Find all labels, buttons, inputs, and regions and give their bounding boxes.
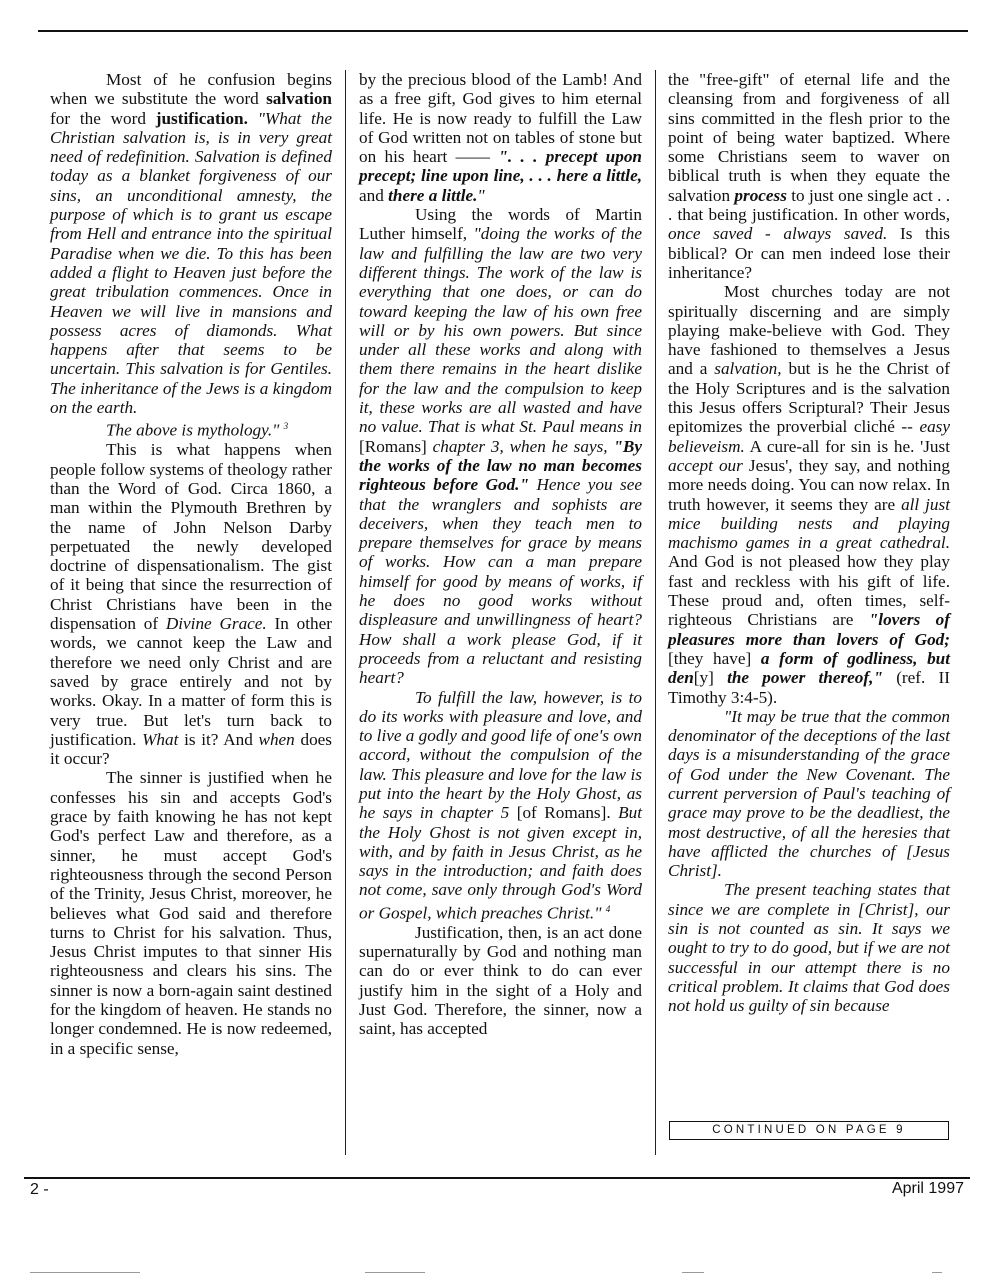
scan-artifact (30, 1272, 140, 1273)
text-run: But the Holy Ghost is not given except in, with, and by faith in Jesus Christ, as he says in the introduction; and faith does not come, save only through God's Word or Gospel, which preaches Christ." (359, 803, 642, 923)
paragraph (668, 70, 950, 282)
paragraph (359, 70, 642, 205)
text-run: A cure-all for sin is he. 'Just (744, 436, 950, 456)
text-run: To fulfill the law, however, is to do its works with pleasure and love, and to live a godly and good life of one's own accord, without the compulsion of the law. This pleasure and love for the law is put into the heart by the Holy Ghost, as he says in chapter 5 (359, 687, 642, 823)
column-1 (50, 70, 332, 1058)
text-run: " (477, 185, 485, 205)
text-run: The above is mythology." (106, 421, 284, 441)
text-run: Justification, then, is an act done supernaturally by God and nothing man can do or ever think to do can ever justify him in the sight of a Holy and Just God. Therefore, the sinner, now a saint, has accepted (359, 922, 642, 1039)
text-run: to just one single act . . . that being justification. In other words, (668, 185, 951, 225)
column-3 (668, 70, 950, 1016)
text-run: [they have] (668, 648, 761, 668)
continued-on-page-box: CONTINUED ON PAGE 9 (669, 1121, 949, 1140)
text-run: justification. (155, 108, 248, 128)
text-run: "By the works of the law no man becomes righteous before God." (359, 436, 642, 495)
text-run: when (258, 729, 295, 749)
text-run: Jesus', they say, and nothing more needs doing. You can now relax. In truth however, it seems they are (668, 455, 950, 514)
text-run: the "free-gift" of eternal life and the cleansing from and forgiveness of all sins committed in the flesh prior to the point of being water baptized. Where some Christians seem to waver on biblical truth is when they equate the salvation (668, 70, 950, 205)
text-run: all just mice building nests and playing machismo games in a great cathedral. (668, 494, 950, 553)
paragraph (359, 923, 642, 1039)
text-run: The sinner is justified when he confesses his sin and accepts God's grace by faith knowing he has not kept God's perfect Law and therefore, as a sinner, he must accept God's righteousness through the second Person of the Trinity, Jesus Christ, moreover, he believes what God said and therefore turns to Christ for his salvation. Thus, Jesus Christ imputes to that sinner His righteousness and clears his sins. The sinner is now a born-again saint destined for the kingdom of heaven. He stands no longer condemned. He is now redeemed, in a specific sense, (50, 768, 332, 1058)
text-run: there a little. (388, 185, 478, 205)
issue-date: April 1997 (891, 1180, 964, 1197)
text-run: process (734, 185, 787, 205)
text-run: And God is not pleased how they play fast and reckless with his gift of life. These proud and, often times, self-righteous Christians are (668, 552, 950, 630)
text-run: does it occur? (50, 729, 332, 769)
text-run: "What the Christian salvation is, is in very great need of redefinition. Salvation is defined today as a blanket forgiveness of our sins, an unconditional amnesty, the purpose of which is to grant us escape from Hell and entrance into the spiritual Paradise when we die. To this has been added a flight to Heaven just before the great tribulation commences. Once in Heaven we will live in mansions and possess acres of diamonds. What happens after that seems to be uncertain. This salvation is for Gentiles. The inheritance of the Jews is a kingdom on the earth. (50, 108, 332, 418)
text-run: and (359, 185, 389, 205)
paragraph (359, 205, 642, 687)
text-run: 4 (605, 903, 611, 914)
text-run: Divine Grace. (165, 614, 267, 634)
text-run: salvation (266, 89, 332, 109)
text-run: This is what happens when people follow systems of theology rather than the Word of God. Circa 1860, a man within the Plymouth Brethren by the name of John Nelson Darby perpetuated the newly developed doctrine of dispensationalism. The gist of it being that since the resurrection of Christ Christians have been in the dispensation of (50, 440, 332, 634)
text-run: In other words, we cannot keep the Law and therefore we need only Christ and are saved by grace entirely and not by works. Okay. In a matter of form this is very true. But let's turn back to justification. (50, 614, 332, 749)
text-run: but is he the Christ of the Holy Scriptures and is the salvation this Jesus offers Scriptural? Their Jesus epitomizes the proverbial cliché -- (668, 359, 950, 437)
paragraph (359, 688, 642, 923)
text-run: "lovers of pleasures more than lovers of God; (668, 610, 950, 649)
text-run: for the word (50, 108, 156, 128)
paragraph (50, 440, 332, 768)
text-run: chapter 3, when he says, (426, 436, 614, 456)
page-number: 2 - (30, 1181, 49, 1198)
text-run: once saved - always saved. (668, 224, 888, 244)
text-run: [y] (693, 668, 728, 688)
text-run: "It may be true that the common denominator of the deceptions of the last days is a misunderstanding of the grace of God under the New Covenant. The current perversion of Paul's teaching of grace may prove to be the deadliest, the most destructive, of all the heresies that have afflicted the churches of [Jesus Christ]. (668, 706, 950, 881)
header-rule (38, 30, 968, 32)
column-divider (655, 70, 656, 1155)
text-run: [of Romans]. (516, 803, 611, 823)
footer-rule (24, 1177, 970, 1179)
text-run: The present teaching states that since we are complete in [Christ], our sin is not counted as sin. It says we ought to try to do good, but if we are not successful in our attempt there is no critical problem. It claims that God does not hold us guilty of sin because (668, 880, 950, 1016)
text-run: a form of godliness, but den (668, 648, 950, 688)
text-run: is it? And (178, 729, 259, 749)
text-run: [Romans] (359, 436, 427, 456)
scan-artifact (365, 1272, 425, 1273)
scan-artifact (932, 1272, 942, 1273)
text-run: by the precious blood of the Lamb! And as a free gift, God gives to him eternal life. He is now ready to fulfill the Law of God written not on tables of stone but on his heart —— (359, 70, 642, 167)
text-run: Most churches today are not spiritually discerning and are simply playing make-believe with God. They have fashioned to themselves a Jesus and a (668, 282, 950, 379)
text-run: accept our (668, 455, 743, 475)
paragraph (50, 768, 332, 1057)
paragraph (50, 417, 332, 440)
text-run: 3 (283, 421, 289, 432)
text-run: Is this biblical? Or can men indeed lose their inheritance? (668, 224, 950, 282)
text-run: Most of he confusion begins when we substitute the word (50, 70, 332, 109)
text-run: What (142, 729, 179, 749)
text-run: the power thereof," (727, 668, 883, 688)
paragraph (668, 707, 950, 881)
text-run: "doing the works of the law and fulfilling the law are two very different things. The work of the law is everything that one does, or can do toward keeping the law of his own free will or by his own powers. But since under all these works and along with them there remains in the heart dislike for the law and the compulsion to keep it, these works are all wasted and have no value. That is what St. Paul means in (359, 224, 642, 437)
text-run: (ref. II Timothy 3:4-5). (668, 668, 950, 707)
text-run: ". . . precept upon precept; line upon line, . . . here a little, (359, 147, 642, 186)
paragraph (668, 282, 950, 707)
text-run: salvation, (714, 359, 782, 379)
text-run: easy believeism. (668, 417, 950, 456)
text-run: Using the words of Martin Luther himself, (359, 205, 642, 244)
column-divider (345, 70, 346, 1155)
paragraph (668, 880, 950, 1015)
column-2 (359, 70, 642, 1039)
scan-artifact (682, 1272, 704, 1273)
text-run: Hence you see that the wranglers and sophists are deceivers, when they teach men to prepare themselves for grace by means of works. How can a man prepare himself for good by means of works, if he does no good works without displeasure and unwillingness of heart? How shall a work please God, if it proceeds from a reluctant and resisting heart? (359, 475, 642, 688)
paragraph (50, 70, 332, 417)
